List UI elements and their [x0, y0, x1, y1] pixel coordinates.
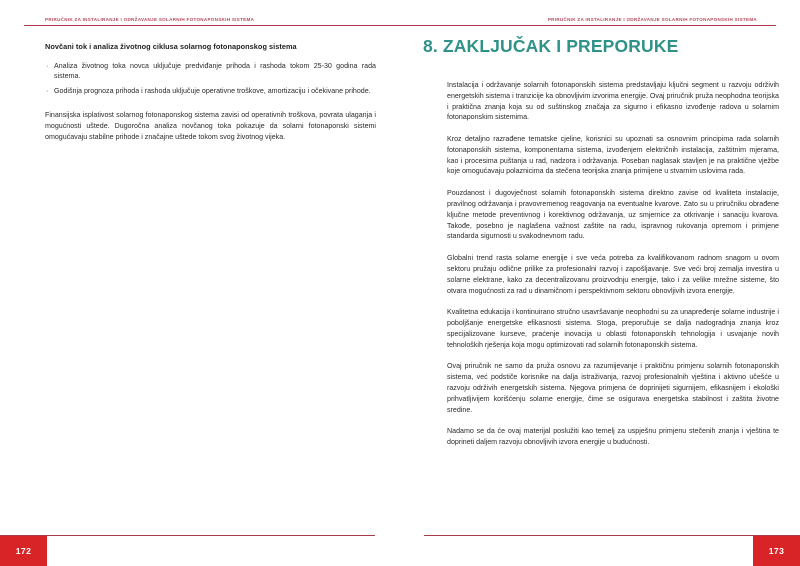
- right-page-paragraph: Kvalitetna edukacija i kontinuirano stručno usavršavanje neophodni su za unapređenje solarne industrije i poboljšanje energetske efikasnosti sistema. Stoga, preporučuje se dalja nadogradnja znanja kroz specijalizovane kurseve, praćenje inovacija u oblasti fotonaponskih tehnologija i usvajanje novih tehnoloških rješenja koja mogu optimizovati rad solarnih fotonaponskih sistema.: [447, 308, 779, 349]
- list-item-text: Godišnja prognoza prihoda i rashoda uključuje operativne troškove, amortizaciju i očekivane prihode.: [54, 87, 371, 96]
- footer-rule-left: [0, 535, 375, 537]
- bullet-dot-icon: ·: [46, 61, 49, 70]
- page-number-left: 172: [0, 536, 47, 566]
- page-number-right: 173: [753, 536, 800, 566]
- header-rule-right-overlay: [400, 25, 776, 27]
- left-page-subheading: Novčani tok i analiza životnog ciklusa solarnog fotonaponskog sistema: [45, 42, 297, 51]
- list-item-text: Analiza životnog toka novca uključuje predviđanje prihoda i rashoda tokom 25-30 godina rada sistema.: [54, 61, 376, 81]
- right-page-paragraph: Instalacija i održavanje solarnih fotonaponskih sistema predstavljaju ključni segment u razvoju održivih energetskih sistema i tranzicije ka obnovljivim izvorima energije. Ovaj priručnik pruža neophodna teorijska i praktična znanja koja su od suštinskog značaja za sigurno i efikasno izvođenje radova u solarnim fotonaponskim sistemima.: [447, 81, 779, 122]
- right-page-paragraph: Ovaj priručnik ne samo da pruža osnovu za razumijevanje i praktičnu primjenu solarnih fotonaponskih sistema, već podstiče korisnike na dalja istraživanja, razvoj profesionalnih vještina i aktivno učešće u razvoju održivih energetskih sistema. Njegova primjena će doprinijeti sigurnijem, efikasnijem i ekološki prihvatljivijem korišćenju solarne energije, čime se osigurava energetska stabilnost i zaštita životne sredine.: [447, 362, 779, 414]
- right-page-content: [447, 80, 779, 459]
- header-rule-left: [24, 25, 400, 27]
- running-header-right: PRIRUČNIK ZA INSTALIRANJE I ODRŽAVANJE SOLARNIH FOTONAPONSKIH SISTEMA: [547, 17, 757, 22]
- bullet-dot-icon: ·: [46, 87, 49, 96]
- left-page-content: [45, 42, 376, 142]
- right-page-paragraph: Nadamo se da će ovaj materijal poslužiti kao temelj za uspješnu primjenu stečenih znanja i vještina te doprineti daljem razvoju obnovljivih izvora energije u budućnosti.: [447, 427, 779, 447]
- right-page-paragraph: Kroz detaljno razrađene tematske cjeline, korisnici su upoznati sa osnovnim principima rada solarnih fotonaponskih sistema, komponentama sistema, izvođenjem električnih instalacija, zaštitnim mjerama, kao i procesima puštanja u rad, nadzora i održavanja. Poseban naglasak stavljen je na praktične vježbe koje omogućavaju polaznicima da stečena teorijska znanja primijene u stvarnim uslovima rada.: [447, 135, 779, 176]
- running-header-left: PRIRUČNIK ZA INSTALIRANJE I ODRŽAVANJE SOLARNIH FOTONAPONSKIH SISTEMA: [45, 17, 255, 22]
- left-page-paragraph: Finansijska isplativost solarnog fotonaponskog sistema zavisi od operativnih troškova, povrata ulaganja i mogućnosti uštede. Dugoročna analiza novčanog toka pokazuje da solarni fotonaponski sistemi omogućavaju stabilne prihode i značajne uštede tokom svog životnog vijeka.: [45, 110, 376, 141]
- left-page-bullet-list: [45, 61, 376, 97]
- right-page-paragraph: Pouzdanost i dugovječnost solarnih fotonaponskih sistema direktno zavise od kvaliteta instalacije, pravilnog održavanja i pravovremenog reagovanja na eventualne kvarove. Zato su u priručniku obrađene ključne metode preventivnog i korektivnog održavanja, uz smjernice za otkrivanje i sanaciju kvarova. Takođe, posebno je naglašena važnost zaštite na radu, ispravnog rukovanja opremom i primjene standarda sigurnosti u svakodnevnom radu.: [447, 189, 779, 241]
- list-item: [45, 61, 376, 83]
- footer-rule-right: [424, 535, 800, 537]
- right-page-paragraph: Globalni trend rasta solarne energije i sve veća potreba za kvalifikovanom radnom snagom u ovom sektoru pružaju odlične prilike za profesionalni razvoj i zapošljavanje. Sve veći broj zemalja investira u solarne elektrane, kako za decentralizovanu proizvodnju energije, tako i za velike mrežne sisteme, što otvara mogućnosti za rad u dinamičnom i perspektivnom sektoru obnovljivih izvora energije.: [447, 254, 779, 295]
- list-item: [45, 86, 376, 97]
- page-title: 8. ZAKLJUČAK I PREPORUKE: [423, 36, 679, 56]
